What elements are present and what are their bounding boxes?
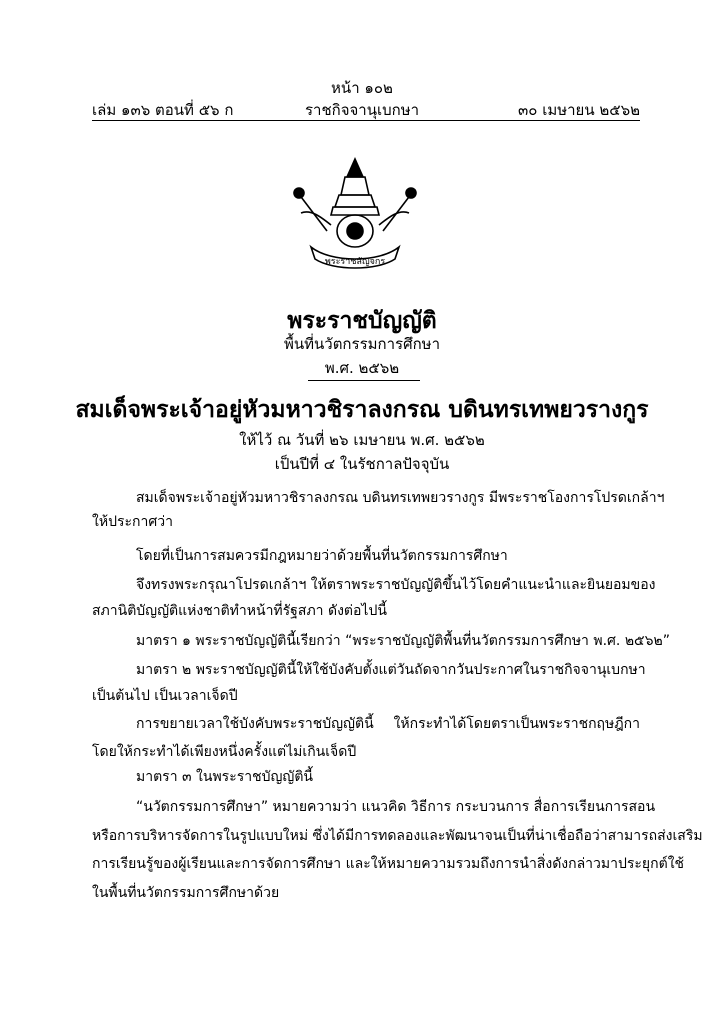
reign-year: เป็นปีที่ ๔ ในรัชกาลปัจจุบัน <box>274 455 450 473</box>
body-line-4: จึงทรงพระกรุณาโปรดเกล้าฯ ให้ตราพระราชบัญญัติขึ้นไว้โดยคำแนะนำและยินยอมของ <box>136 577 656 593</box>
definition-line-1: “นวัตกรรมการศึกษา” หมายความว่า แนวคิด วิธีการ กระบวนการ สื่อการเรียนการสอน <box>136 799 656 815</box>
definition-line-2: หรือการบริหารจัดการในรูปแบบใหม่ ซึ่งได้มีการทดลองและพัฒนาจนเป็นที่น่าเชื่อถือว่าสามารถส่งเสริม <box>92 828 703 844</box>
definition-line-4: ในพื้นที่นวัตกรรมการศึกษาด้วย <box>92 885 280 901</box>
body-line-9: การขยายเวลาใช้บังคับพระราชบัญญัตินี้ ให้กระทำได้โดยตราเป็นพระราชกฤษฎีกา <box>136 716 640 732</box>
body-line-8: เป็นต้นไป เป็นเวลาเจ็ดปี <box>92 688 238 704</box>
section-1: มาตรา ๑ พระราชบัญญัตินี้เรียกว่า “พระราชบัญญัติพื้นที่นวัตกรรมการศึกษา พ.ศ. ๒๕๖๒” <box>136 633 671 649</box>
king-name: สมเด็จพระเจ้าอยู่หัวมหาวชิราลงกรณ บดินทรเทพยวรางกูร <box>75 397 649 423</box>
given-date: ให้ไว้ ณ วันที่ ๒๖ เมษายน พ.ศ. ๒๕๖๒ <box>239 431 485 449</box>
body-line-3: โดยที่เป็นการสมควรมีกฎหมายว่าด้วยพื้นที่นวัตกรรมการศึกษา <box>136 548 508 564</box>
emblem-banner-text: พระราชลัญจกร <box>324 257 386 267</box>
act-title: พระราชบัญญัติ <box>287 308 437 334</box>
header-divider <box>92 120 640 121</box>
section-3: มาตรา ๓ ในพระราชบัญญัตินี้ <box>136 769 313 785</box>
publish-date: ๓๐ เมษายน ๒๕๖๒ <box>518 101 640 119</box>
body-line-2: ให้ประกาศว่า <box>92 514 173 530</box>
gazette-name: ราชกิจจานุเบกษา <box>304 101 420 119</box>
page-number: หน้า ๑๐๒ <box>331 79 393 97</box>
body-line-10: โดยให้กระทำได้เพียงหนึ่งครั้งแต่ไม่เกินเจ็ดปี <box>92 744 357 760</box>
title-divider <box>308 380 420 381</box>
act-subject: พื้นที่นวัตกรรมการศึกษา <box>283 335 440 353</box>
garuda-royal-seal-icon <box>287 155 423 273</box>
section-2: มาตรา ๒ พระราชบัญญัตินี้ให้ใช้บังคับตั้งแต่วันถัดจากวันประกาศในราชกิจจานุเบกษา <box>136 662 646 678</box>
body-line-1: สมเด็จพระเจ้าอยู่หัวมหาวชิราลงกรณ บดินทรเทพยวรางกูร มีพระราชโองการโปรดเกล้าฯ <box>136 490 665 506</box>
body-line-5: สภานิติบัญญัติแห่งชาติทำหน้าที่รัฐสภา ดังต่อไปนี้ <box>92 603 387 619</box>
definition-line-3: การเรียนรู้ของผู้เรียนและการจัดการศึกษา และให้หมายความรวมถึงการนำสิ่งดังกล่าวมาประยุกต์ใช้ <box>92 856 685 872</box>
act-year: พ.ศ. ๒๕๖๒ <box>324 359 400 377</box>
volume-issue: เล่ม ๑๓๖ ตอนที่ ๕๖ ก <box>92 101 234 119</box>
